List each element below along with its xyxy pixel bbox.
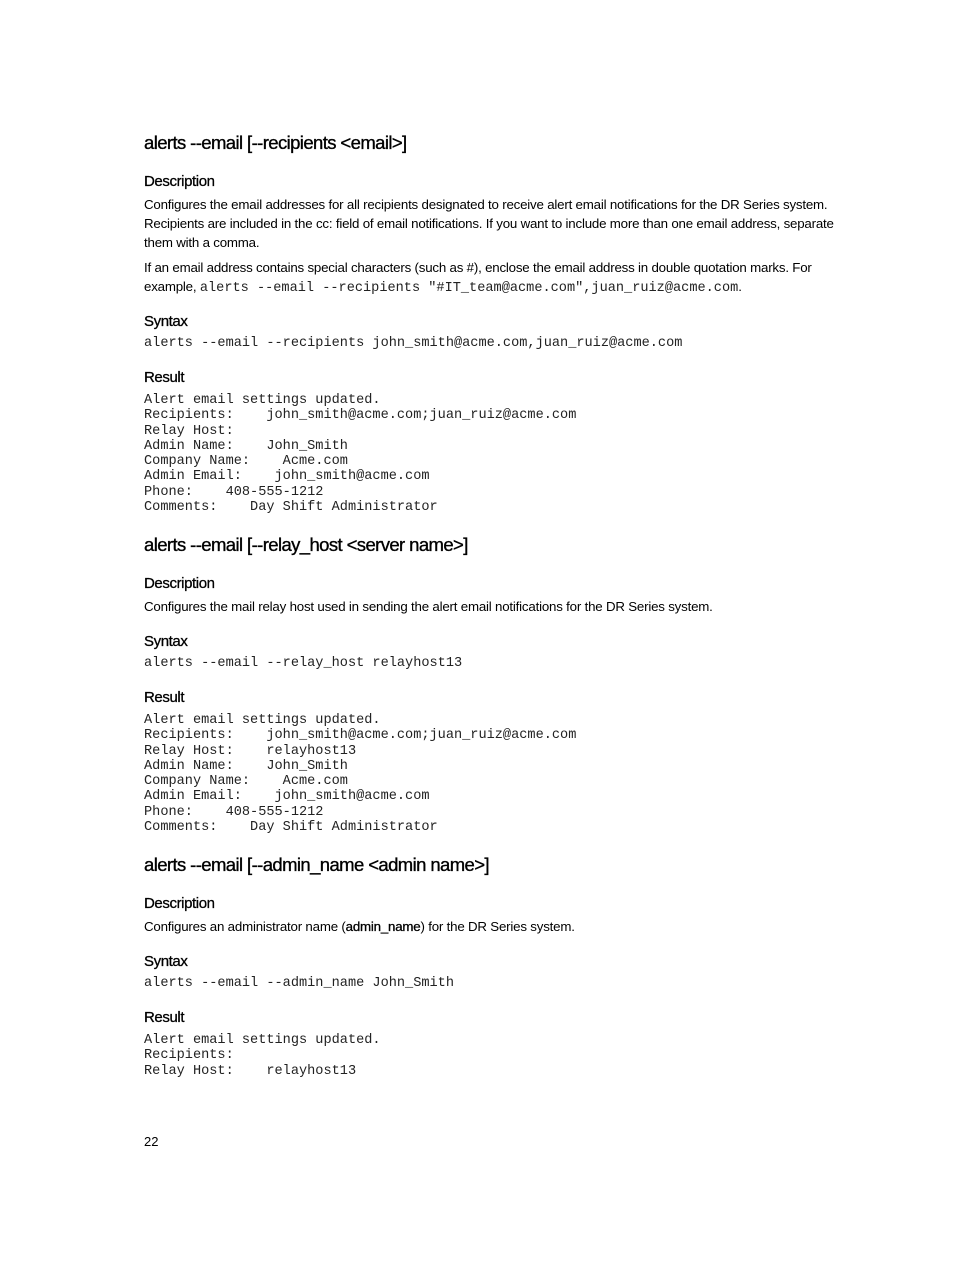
syntax-code: alerts --email --admin_name John_Smith: [144, 976, 454, 991]
syntax-heading: Syntax: [144, 953, 188, 970]
description-heading: Description: [144, 895, 215, 912]
description-paragraph-example: [144, 258, 844, 298]
syntax-code: alerts --email --relay_host relayhost13: [144, 656, 463, 671]
section-relay-host: [144, 534, 844, 836]
description-paragraph: [144, 917, 844, 936]
admin-name-term: admin_name: [345, 919, 421, 934]
result-code: Alert email settings updated. Recipients: john_smith@acme.com;juan_ruiz@acme.com Relay Host: Admin Name: John_Smith Company Name: Acme.com Admin Email: john_smith@acme.com Phone: 408-555-1212 Comments: Day Shift Administrator: [144, 393, 577, 516]
section-recipients: [144, 132, 844, 516]
section-admin-name: [144, 854, 844, 1079]
page-number: 22: [144, 1134, 159, 1149]
syntax-heading: Syntax: [144, 633, 188, 650]
result-heading: Result: [144, 689, 185, 706]
description-paragraph: Configures the mail relay host used in sending the alert email notifications for the DR Series system.: [144, 599, 713, 614]
syntax-heading: Syntax: [144, 313, 188, 330]
section-heading: alerts --email [--admin_name <admin name>]: [144, 854, 489, 875]
description-heading: Description: [144, 173, 215, 190]
description-end: .: [738, 279, 742, 294]
description-paragraph: Configures the email addresses for all recipients designated to receive alert email notifications for the DR Series system. Recipients are included in the cc: field of email notifications. If you want to include more than one email address, separate them with a comma.: [144, 197, 834, 250]
section-heading: alerts --email [--recipients <email>]: [144, 132, 407, 153]
result-code: Alert email settings updated. Recipients: john_smith@acme.com;juan_ruiz@acme.com Relay Host: relayhost13 Admin Name: John_Smith Company Name: Acme.com Admin Email: john_smith@acme.com Phone: 408-555-1212 Comments: Day Shift Administrator: [144, 713, 577, 836]
syntax-code: alerts --email --recipients john_smith@acme.com,juan_ruiz@acme.com: [144, 336, 683, 351]
result-heading: Result: [144, 369, 185, 386]
description-text-after: ) for the DR Series system.: [420, 919, 575, 934]
result-heading: Result: [144, 1009, 185, 1026]
description-heading: Description: [144, 575, 215, 592]
description-text: If an email address contains special characters (such as #), enclose the email address in double quotation marks. For example,: [144, 260, 812, 294]
section-heading: alerts --email [--relay_host <server name>]: [144, 534, 468, 555]
description-text-before: Configures an administrator name (: [144, 919, 346, 934]
result-code: Alert email settings updated. Recipients: Relay Host: relayhost13: [144, 1033, 381, 1079]
example-code: alerts --email --recipients "#IT_team@acme.com",juan_ruiz@acme.com: [199, 281, 739, 296]
